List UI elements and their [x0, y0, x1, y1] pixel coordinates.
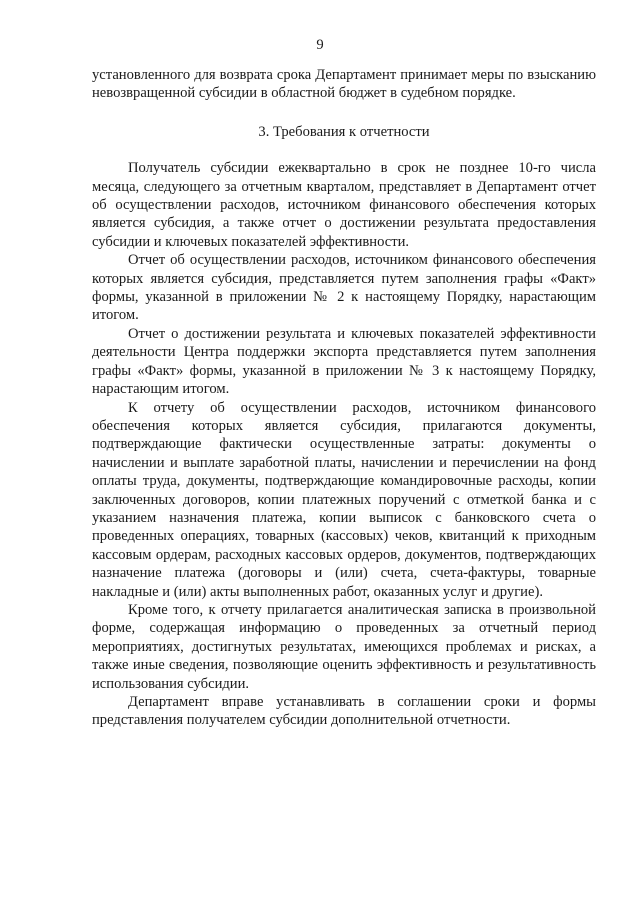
paragraph-continuation: установленного для возврата срока Департамент принимает меры по взысканию невозвращенной субсидии в областной бюджет в судебном порядке.	[92, 67, 596, 102]
document-body	[92, 66, 596, 730]
paragraph-4: К отчету об осуществлении расходов, источником финансового обеспечения которых является субсидия, прилагаются документы, подтверждающие фактически осуществленные затраты: документы о начислении и выплате заработной платы, начислении и перечислении на фонд оплаты труда, документы, подтверждающие командировочные расходы, копии заключенных договоров, копии платежных поручений с отметкой банка и с указанием назначения платежа, копии выписок с банковского счета о проведенных операциях, товарных (кассовых) чеков, квитанций к приходным кассовым ордерам, расходных кассовых ордеров, документов, подтверждающих назначение платежа (договоры и (или) счета, счета-фактуры, товарные накладные и (или) акты выполненных работ, оказанных услуг и другие).	[92, 399, 596, 600]
paragraph-3: Отчет о достижении результата и ключевых показателей эффективности деятельности Центра поддержки экспорта представляется путем заполнения графы «Факт» формы, указанной в приложении № 3 к настоящему Порядку, нарастающим итогом.	[92, 325, 596, 398]
paragraph-5: Кроме того, к отчету прилагается аналитическая записка в произвольной форме, содержащая информацию о проведенных за отчетный период мероприятиях, достигнутых результатах, имеющихся проблемах и рисках, а также иные сведения, позволяющие оценить эффективность и результативность использования субсидии.	[92, 601, 596, 692]
section-heading: 3. Требования к отчетности	[258, 123, 430, 140]
paragraph-6: Департамент вправе устанавливать в соглашении сроки и формы представления получателем субсидии дополнительной отчетности.	[92, 694, 596, 729]
paragraph-1: Получатель субсидии ежеквартально в срок не позднее 10-го числа месяца, следующего за отчетным кварталом, представляет в Департамент отчет об осуществлении расходов, источником финансового обеспечения которых является субсидия, а также отчет о достижении результата предоставления субсидии и ключевых показателей эффективности.	[92, 160, 596, 250]
paragraph-2: Отчет об осуществлении расходов, источником финансового обеспечения которых является субсидия, представляется путем заполнения графы «Факт» формы, указанной в приложении № 2 к настоящему Порядку, нарастающим итогом.	[92, 252, 596, 324]
page-number: 9	[316, 37, 324, 53]
